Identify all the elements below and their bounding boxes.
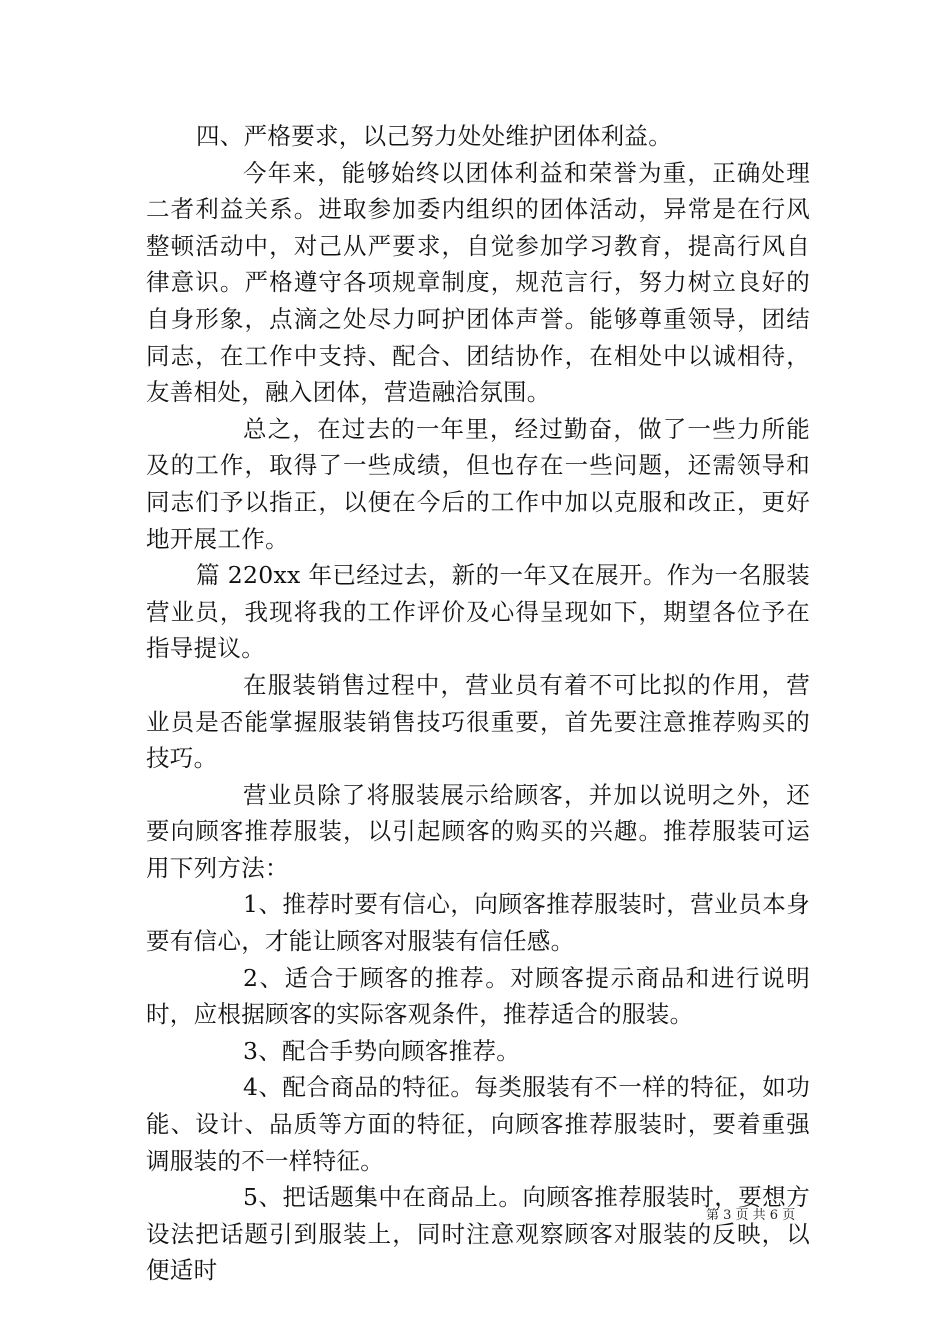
document-body xyxy=(146,118,810,1289)
paragraph-new-year: 篇 220xx 年已经过去，新的一年又在展开。作为一名服装营业员，我现将我的工作评价及心得呈现如下，期望各位予在指导提议。 xyxy=(146,561,810,663)
paragraph-sales-role: 在服装销售过程中，营业员有着不可比拟的作用，营业员是否能掌握服装销售技巧很重要，首先要注意推荐购买的技巧。 xyxy=(146,670,810,773)
list-item-features: 4、配合商品的特征。每类服装有不一样的特征，如功能、设计、品质等方面的特征，向顾客推荐服装时，要着重强调服装的不一样特征。 xyxy=(146,1073,810,1175)
list-item-suitable: 2、适合于顾客的推荐。对顾客提示商品和进行说明时，应根据顾客的实际客观条件，推荐适合的服装。 xyxy=(146,963,810,1029)
list-item-gestures: 3、配合手势向顾客推荐。 xyxy=(243,1036,521,1065)
list-item-focus-topic: 5、把话题集中在商品上。向顾客推荐服装时，要想方设法把话题引到服装上，同时注意观察顾客对服装的反映，以便适时 xyxy=(146,1183,810,1285)
paragraph-recommend-intro: 营业员除了将服装展示给顾客，并加以说明之外，还要向顾客推荐服装，以引起顾客的购买的兴趣。推荐服装可运用下列方法： xyxy=(146,780,810,882)
paragraph-heading-four: 四、严格要求，以己努力处处维护团体利益。 xyxy=(196,122,672,150)
list-item-confidence: 1、推荐时要有信心，向顾客推荐服装时，营业员本身要有信心，才能让顾客对服装有信任感。 xyxy=(146,890,810,956)
paragraph-summary: 总之，在过去的一年里，经过勤奋，做了一些力所能及的工作，取得了一些成绩，但也存在一些问题，还需领导和同志们予以指正，以便在今后的工作中加以克服和改正，更好地开展工作。 xyxy=(146,414,810,553)
page-number: 第 3 页 共 6 页 xyxy=(706,1208,796,1223)
paragraph-team-interest: 今年来，能够始终以团体利益和荣誉为重，正确处理二者利益关系。进取参加委内组织的团体活动，异常是在行风整顿活动中，对己从严要求，自觉参加学习教育，提高行风自律意识。严格遵守各项规章制度，规范言行，努力树立良好的自身形象，点滴之处尽力呵护团体声誉。能够尊重领导，团结同志，在工作中支持、配合、团结协作，在相处中以诚相待，友善相处，融入团体，营造融洽氛围。 xyxy=(146,158,810,407)
